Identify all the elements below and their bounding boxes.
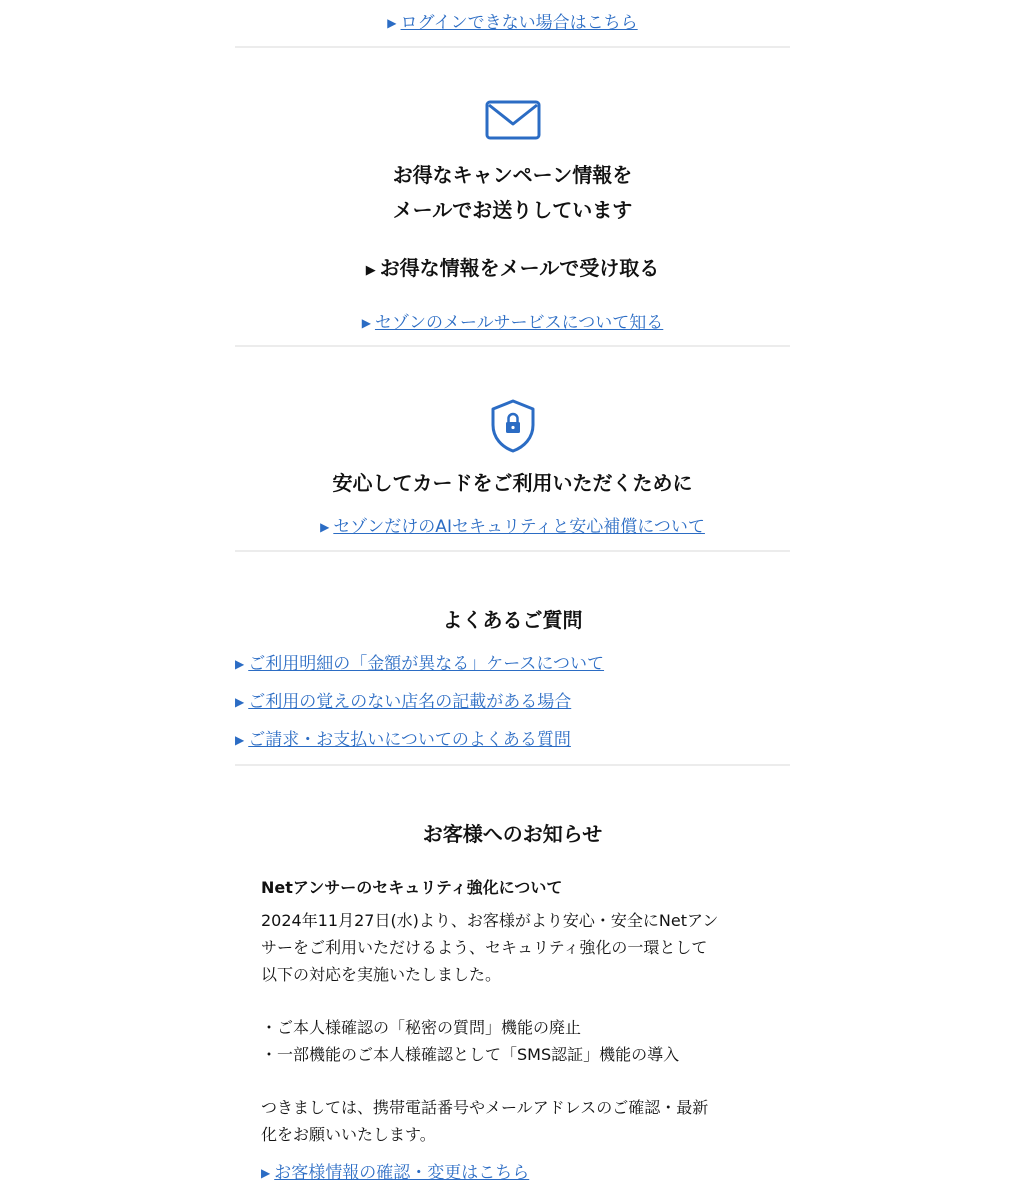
notice-line: つきましては、携帯電話番号やメールアドレスのご確認・最新 [261,1098,709,1117]
notice-paragraph [261,907,781,988]
faq-link[interactable] [235,730,571,750]
triangle-right-icon: ▶ [261,1166,271,1180]
customer-info-link-label: お客様情報の確認・変更はこちら [274,1163,530,1183]
triangle-right-icon: ▶ [235,733,245,747]
notice-line: 以下の対応を実施いたしました。 [261,965,502,984]
divider [235,345,790,347]
shield-lock-icon [488,398,538,454]
notice-line: 化をお願いいたします。 [261,1125,436,1144]
mail-heading-line2: メールでお送りしています [392,198,633,222]
triangle-right-icon: ▶ [235,695,245,709]
notice-bullet: ・一部機能のご本人様確認として「SMS認証」機能の導入 [261,1045,680,1064]
mail-service-label: セゾンのメールサービスについて知る [374,313,664,333]
notice-paragraph [261,1094,781,1148]
divider [235,764,790,766]
login-help-label: ログインできない場合はこちら [400,13,638,33]
triangle-right-icon: ▶ [361,316,371,330]
mail-cta-link[interactable] [366,256,660,280]
mail-heading [235,158,790,228]
faq-item [235,725,790,750]
faq-item [235,649,790,674]
faq-link-label: ご請求・お支払いについてのよくある質問 [248,730,571,750]
faq-link-label: ご利用明細の「金額が異なる」ケースについて [248,654,605,674]
notice-bullet: ・ご本人様確認の「秘密の質問」機能の廃止 [261,1018,582,1037]
triangle-right-icon: ▶ [320,520,330,534]
mail-icon-wrap [235,100,790,144]
notice-bullets [261,1014,781,1068]
faq-link[interactable] [235,692,571,712]
notice-body [261,875,781,1183]
divider [235,550,790,552]
triangle-right-icon: ▶ [235,657,245,671]
mail-cta-row [235,252,790,281]
faq-item [235,687,790,712]
customer-info-link[interactable] [261,1163,529,1183]
login-help-row [235,8,790,33]
security-icon-wrap [235,398,790,454]
notice-link-row [261,1158,781,1183]
mail-cta-label: お得な情報をメールで受け取る [379,256,660,280]
envelope-icon [485,100,541,140]
triangle-right-icon: ▶ [387,16,397,30]
faq-link[interactable] [235,654,604,674]
security-heading: 安心してカードをご利用いただくために [332,471,693,495]
security-link[interactable] [320,517,705,537]
security-link-row [235,512,790,537]
faq-link-label: ご利用の覚えのない店名の記載がある場合 [248,692,572,712]
notice-title: Netアンサーのセキュリティ強化について [261,878,563,897]
notice-heading: お客様へのお知らせ [422,822,603,846]
mail-heading-line1: お得なキャンペーン情報を [392,163,633,187]
mail-service-row [235,308,790,333]
triangle-right-icon: ▶ [365,263,376,278]
mail-service-link[interactable] [362,313,664,333]
security-link-label: セゾンだけのAIセキュリティと安心補償について [333,517,705,537]
divider [235,46,790,48]
login-help-link[interactable] [387,13,637,33]
notice-line: 2024年11月27日(水)より、お客様がより安心・安全にNetアン [261,911,719,930]
faq-heading: よくあるご質問 [442,608,583,632]
notice-line: サーをご利用いただけるよう、セキュリティ強化の一環として [261,938,708,957]
